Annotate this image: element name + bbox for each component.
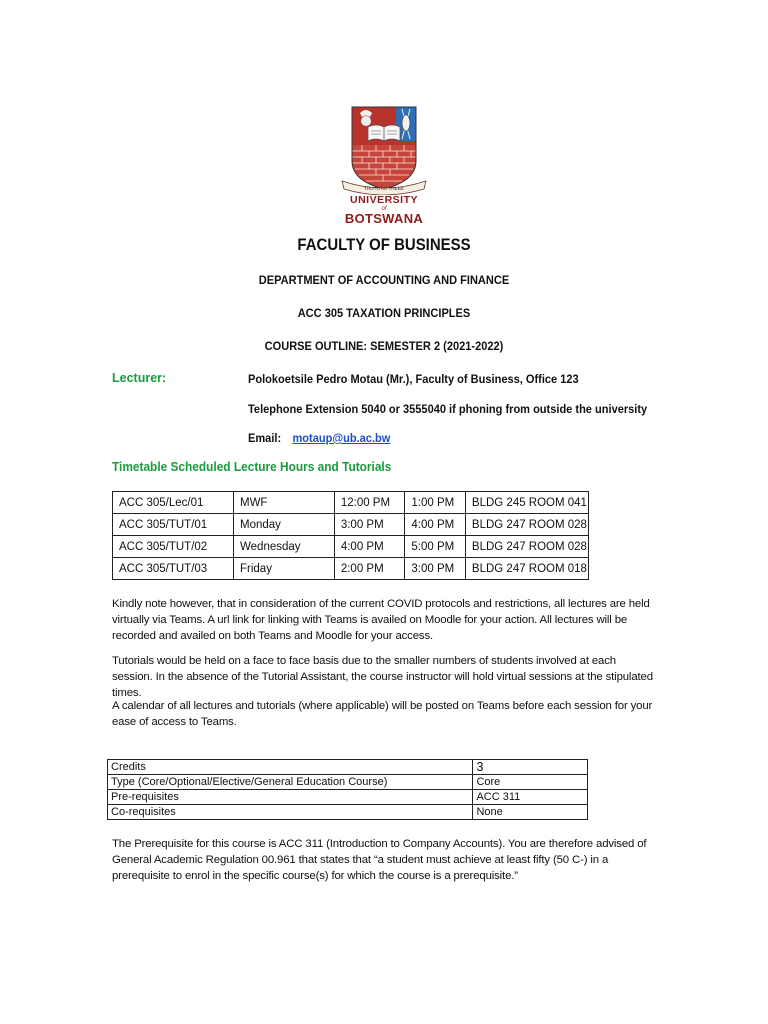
table-cell: Pre-requisites [108, 790, 473, 805]
table-cell: Monday [234, 514, 335, 536]
university-name-line2: of [381, 205, 387, 212]
course-title: ACC 305 TAXATION PRINCIPLES [297, 306, 471, 320]
table-cell: ACC 305/TUT/01 [113, 514, 234, 536]
table-row [108, 775, 588, 790]
table-cell: BLDG 247 ROOM 028 [465, 514, 588, 536]
table-cell: BLDG 247 ROOM 028 [465, 536, 588, 558]
table-cell: 3:00 PM [334, 514, 405, 536]
table-cell: 2:00 PM [334, 558, 405, 580]
table-row [113, 492, 589, 514]
lecturer-name: Polokoetsile Pedro Motau (Mr.), Faculty of Business, Office 123 [248, 372, 579, 386]
table-cell: 12:00 PM [334, 492, 405, 514]
table-cell: ACC 311 [473, 790, 588, 805]
timetable-heading: Timetable Scheduled Lecture Hours and Tutorials [112, 460, 392, 474]
department-title: DEPARTMENT OF ACCOUNTING AND FINANCE [258, 273, 510, 287]
table-cell: ACC 305/Lec/01 [113, 492, 234, 514]
table-cell: ACC 305/TUT/02 [113, 536, 234, 558]
timetable-table [112, 491, 589, 580]
table-cell: 4:00 PM [334, 536, 405, 558]
university-name-line1: UNIVERSITY [349, 194, 418, 206]
table-row [108, 760, 588, 775]
lecturer-email-row [248, 431, 390, 445]
table-cell: Core [473, 775, 588, 790]
university-name [318, 195, 450, 225]
table-cell: None [473, 805, 588, 820]
table-cell: 4:00 PM [405, 514, 466, 536]
table-cell: MWF [234, 492, 335, 514]
table-cell: 3 [473, 760, 588, 775]
calendar-paragraph: A calendar of all lectures and tutorials (where applicable) will be posted on Teams before each session for your ease of access to Teams. [112, 700, 653, 728]
table-cell: Type (Core/Optional/Elective/General Education Course) [108, 775, 473, 790]
email-label: Email: [248, 431, 282, 445]
table-row [108, 790, 588, 805]
tutorials-paragraph: Tutorials would be held on a face to face basis due to the smaller numbers of students involved at each session. In the absence of the Tutorial Assistant, the course instructor will hold virtual sessions at the stipulated times. [112, 655, 653, 699]
table-cell: 5:00 PM [405, 536, 466, 558]
lecturer-label: Lecturer: [112, 371, 167, 385]
table-cell: 1:00 PM [405, 492, 466, 514]
table-row [113, 514, 589, 536]
table-cell: 3:00 PM [405, 558, 466, 580]
table-row [113, 558, 589, 580]
table-cell: BLDG 245 ROOM 041 [465, 492, 588, 514]
university-name-line3: BOTSWANA [344, 210, 424, 226]
table-row [113, 536, 589, 558]
table-cell: BLDG 247 ROOM 018 [465, 558, 588, 580]
motto-text: THUTO KE THEBE [364, 186, 404, 191]
table-cell: Wednesday [234, 536, 335, 558]
table-cell: Friday [234, 558, 335, 580]
course-info-table [107, 759, 588, 820]
email-link[interactable]: motaup@ub.ac.bw [292, 431, 391, 445]
course-outline-title: COURSE OUTLINE: SEMESTER 2 (2021-2022) [264, 339, 504, 353]
faculty-title: FACULTY OF BUSINESS [297, 235, 471, 254]
lecturer-phone: Telephone Extension 5040 or 3555040 if phoning from outside the university [248, 402, 648, 416]
table-cell: ACC 305/TUT/03 [113, 558, 234, 580]
table-row [108, 805, 588, 820]
prerequisite-paragraph: The Prerequisite for this course is ACC 311 (Introduction to Company Accounts). You are therefore advised of General Academic Regulation 00.961 that states that “a student must achieve at least fifty (50 C-) in a prerequisite to enrol in the specific course(s) for which the course is a prerequisite.” [112, 838, 647, 882]
covid-paragraph: Kindly note however, that in consideration of the current COVID protocols and restrictions, all lectures are held virtually via Teams. A url link for linking with Teams is availed on Moodle for your action. All lectures will be recorded and availed on both Teams and Moodle for your access. [112, 598, 650, 642]
table-cell: Credits [108, 760, 473, 775]
table-cell: Co-requisites [108, 805, 473, 820]
